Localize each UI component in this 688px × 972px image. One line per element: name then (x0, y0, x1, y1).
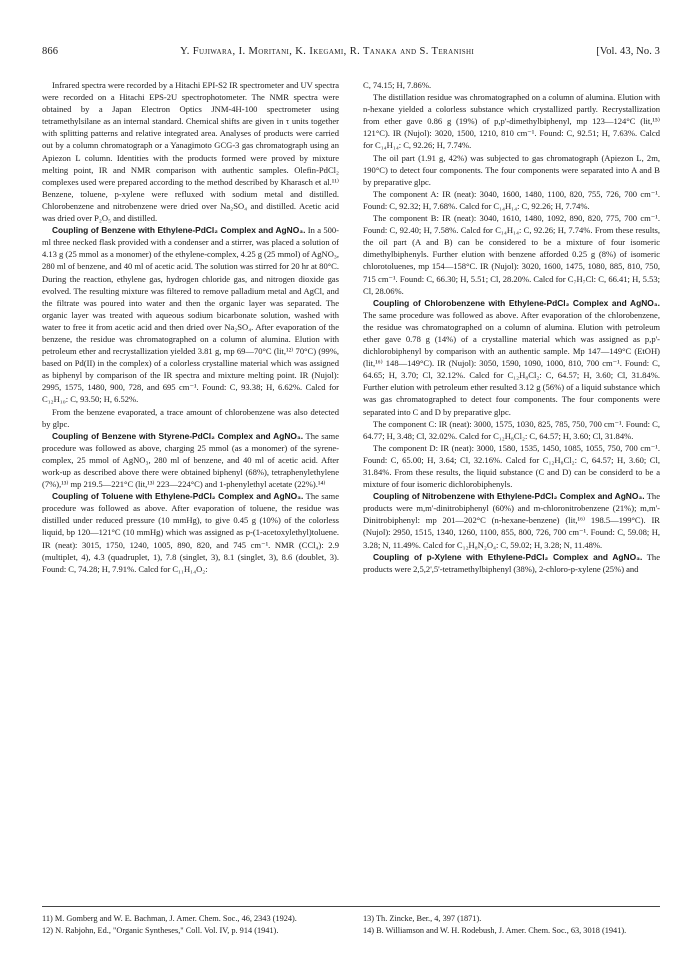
footnotes-right (363, 913, 660, 937)
paragraph (42, 490, 339, 575)
body-columns (42, 79, 660, 891)
section-heading: Coupling of Toluene with Ethylene-PdCl₂ Complex and AgNO₃. (52, 491, 304, 502)
paragraph-text: The same procedure was followed as above, charging 25 mmol (as a monomer) of the syrene-complex, 25 mmol of AgNO₃, 280 ml of benzene, and 40 ml of acetic acid. After work-up as described above there were obtained biphenyl (68%), tetraphenylethylene (7%),¹³⁾ mp 219.5—221°C (lit,¹³⁾ 223—224°C) and 1-phenylethyl acetate (22%).¹⁴⁾ (42, 430, 339, 490)
paragraph-text: Infrared spectra were recorded by a Hitachi EPI-S2 IR spectrometer and UV spectra were recorded on a Hitachi EPS-2U spectrophotometer. The NMR spectra were obtained by a Japan Electron Optics JNM-4H-100 spectrometer using tetramethylsilane as an internal standard. Chemical shifts are given in τ units together with splitting patterns and relative integrated area. Analyses of products were carried out by a column chromatograph or a Yanagimoto GCG-3 gas chromatograph using an Apiezon L column. Identities with the products formed were proved by mixture melting point, IR and NMR comparison with authentic samples. Olefin-PdCl₂ complexes used were prepared according to the method described by Kharasch et al.¹¹⁾ Benzene, toluene, p-xylene were refluxed with sodium metal and distilled. Chlorobenzene and nitrobenzene were dried over Na₂SO₄ and distilled. Acetic acid was dried over P₂O₅ and distilled. (42, 80, 339, 224)
paragraph (363, 188, 660, 212)
paragraph-text: The same procedure was followed as above. After evaporation of toluene, the residue was distilled under reduced pressure (10 mmHg), to give 0.45 g (10%) of the colorless liquid, bp 120—121°C (10 mmHg) which was assigned as p-(1-acetoxylethyl)toluene. IR (neat): 3015, 1750, 1240, 1005, 890, 820, and 745 cm⁻¹. NMR (CCl₄): 2.9 (multiplet, 4), 4.3 (quadruplet, 1), 7.8 (singlet, 3), 8.1 (singlet, 3), 8.6 (doublet, 3). Found: C, 74.28; H, 7.91%. Calcd for C₁₁H₁₄O₂: (42, 491, 339, 574)
running-header (42, 46, 660, 57)
paragraph (363, 297, 660, 418)
footnote: 13) Th. Zincke, Ber., 4, 397 (1871). (363, 914, 482, 923)
paragraph (363, 418, 660, 442)
paragraph-text: In a 500-ml three necked flask provided with a condenser and a stirrer, was placed a solution of 4.13 g (25 mmol as a monomer) of the ethylene-complex, 4.25 g (25 mmol) of AgNO₃, 280 ml of benzene, and 40 ml of acetic acid. The solution was stirred for 20 hr at 80°C. During the reaction, ethylene gas, hydrogen chloride gas, and nitrogen dioxide gas evolved. The resulting mixture was filtered to remove palladium metal and AgCl, and the filtrate was poured into water and then the organic layer was separated. The organic layer was treated with aqueous sodium bicarbonate solution, washed with water to free it from acetic acid and then dried over Na₂SO₄. After evaporation of the benzene, the residue was chromatographed on a column of alumina. Elution with petroleum ether and recrystallization yielded 3.81 g, mp 69—70°C (lit,¹²⁾ 70°C) (99%, based on Pd(II) in the complex) of a colorless crystalline material which was assigned as biphenyl by comparison of the IR spectra and mixture melting point. IR (Nujol): 2995, 1575, 1480, 900, 728, and 695 cm⁻¹. Found: C, 93.38; H, 6.62%. Calcd for C₁₂H₁₀: C, 93.50; H, 6.52%. (42, 225, 339, 405)
paragraph (363, 551, 660, 575)
footnote: 11) M. Gomberg and W. E. Bachman, J. Amer. Chem. Soc., 46, 2343 (1924). (42, 914, 297, 923)
section-heading: Coupling of Benzene with Ethylene-PdCl₂ Complex and AgNO₃. (52, 225, 306, 236)
paragraph-text: The oil part (1.91 g, 42%) was subjected to gas chromatograph (Apiezon L, 2m, 190°C) to detect four components. The four components were separated into A and B by preparative glpc. (363, 152, 660, 187)
paragraph (363, 79, 660, 91)
footnote: 12) N. Rabjohn, Ed., "Organic Syntheses," Coll. Vol. IV, p. 914 (1941). (42, 926, 279, 935)
paragraph-text: The distillation residue was chromatographed on a column of alumina. Elution with n-hexane yielded a colorless substance which crystallized partly. Recrystallization from ether gave 0.86 g (19%) of p,p'-dimethylbiphenyl, mp 123—124°C (lit,¹⁵⁾ 121°C). IR (Nujol): 3020, 1500, 1210, 810 cm⁻¹. Found: C, 92.51; H, 7.63%. Calcd for C₁₄H₁₄: C, 92.26; H, 7.74%. (363, 92, 660, 151)
paragraph-text: The component C: IR (neat): 3000, 1575, 1030, 825, 785, 750, 700 cm⁻¹. Found: C, 64.77; H, 3.48; Cl, 32.02%. Calcd for C₁₂H₈Cl₂: C, 64.57; H, 3.60; Cl, 31.84%. (363, 418, 660, 441)
running-authors: Y. Fujiwara, I. Moritani, K. Ikegami, R. Tanaka and S. Teranishi (180, 46, 475, 57)
paragraph-text: The component B: IR (neat): 3040, 1610, 1480, 1092, 890, 820, 775, 700 cm⁻¹. Found: C, 92.40; H, 7.58%. Calcd for C₁₄H₁₄: C, 92.26; H, 7.74%. From these results, the oil part (A and B) can be considered to be a mixture of four isomeric dimethylbiphenyls. Further elution with benzene afforded 0.25 g (8%) of isomeric chlorotoluenes, mp 154—158°C. IR (Nujol): 3020, 1600, 1475, 1080, 885, 810, 750, 715 cm⁻¹. Found: C, 66.30; H, 5.51; Cl, 28.20%. Calcd for C₇H₇Cl: C, 66.41; H, 5.53; Cl, 28.06%. (363, 213, 660, 296)
page-number: 866 (42, 46, 59, 57)
section-heading: Coupling of p-Xylene with Ethylene-PdCl₂ Complex and AgNO₃. (373, 551, 643, 562)
paragraph-text: The same procedure was followed as above. After evaporation of the chlorobenzene, the residue was chromatographed on a column of alumina. Elution with petroleum ether gave 0.78 g (14%) of a crystalline material which was assigned as p,p'-dichlorobiphenyl by comparison with an authentic sample. Mp 147—149°C (EtOH) (lit,¹⁶⁾ 148—149°C). IR (Nujol): 3050, 1590, 1090, 1000, 810, 700 cm⁻¹. Found: C, 64.65; H, 3.70; Cl, 32.12%. Calcd for C₁₂H₈Cl₂: C, 64.57; H, 3.60; Cl, 31.84%. Further elution with petroleum ether resulted 3.12 g (56%) of a liquid substance which was gas chromatographed to detect four components. The four components were separated into C and D by preparative glpc. (363, 309, 660, 417)
right-column (363, 79, 660, 891)
paragraph (363, 442, 660, 490)
left-column (42, 79, 339, 891)
footnote: 14) B. Williamson and W. H. Rodebush, J. Amer. Chem. Soc., 63, 3018 (1941). (363, 926, 627, 935)
footnotes (42, 906, 660, 937)
section-heading: Coupling of Nitrobenzene with Ethylene-PdCl₂ Complex and AgNO₃. (373, 491, 645, 502)
paragraph (42, 430, 339, 490)
paragraph-text: The component D: IR (neat): 3000, 1580, 1535, 1450, 1085, 1055, 750, 700 cm⁻¹. Found: C, 65.00; H, 3.64; Cl, 32.16%. Calcd for C₁₂H₈Cl₂: C, 64.57; H, 3.60; Cl, 31.84%. From these results, the liquid substance (C and D) can be considerd to be a mixture of four isomeric dichlorobiphenyls. (363, 442, 660, 490)
section-heading: Coupling of Benzene with Styrene-PdCl₂ Complex and AgNO₃. (52, 430, 304, 441)
paragraph-text: The products were m,m'-dinitrobiphenyl (60%) and m-chloronitrobenzene (21%); m,m'-Dinitrobiphenyl: mp 201—202°C (n-hexane-benzene) (lit,¹⁶⁾ 198.5—199°C). IR (Nujol): 2950, 1515, 1340, 1260, 1100, 855, 800, 726, 700 cm⁻¹. Found: C, 59.08; H, 3.28; N, 11.49%. Calcd for C₁₂H₈N₂O₄: C, 59.02; H, 3.28; N, 11.48%. (363, 491, 660, 550)
paragraph-text: C, 74.15; H, 7.86%. (363, 80, 432, 90)
paragraph-text: The products were 2,5,2',5'-tetramethylbiphenyl (38%), 2-chloro-p-xylene (25%) and (363, 551, 660, 574)
paragraph (42, 406, 339, 430)
paragraph (42, 79, 339, 224)
journal-volume: [Vol. 43, No. 3 (596, 46, 660, 57)
paragraph-text: The component A: IR (neat): 3040, 1600, 1480, 1100, 820, 755, 726, 700 cm⁻¹. Found: C, 92.32; H, 7.68%. Calcd for C₁₄H₁₄: C, 92.26; H, 7.74%. (363, 188, 660, 211)
paragraph (363, 212, 660, 297)
paragraph (363, 91, 660, 151)
section-heading: Coupling of Chlorobenzene with Ethylene-PdCl₂ Complex and AgNO₃. (373, 297, 660, 308)
paragraph (363, 490, 660, 550)
footnotes-left (42, 913, 339, 937)
paragraph (42, 224, 339, 405)
paragraph (363, 152, 660, 188)
paragraph-text: From the benzene evaporated, a trace amount of chlorobenzene was also detected by glpc. (42, 406, 339, 429)
